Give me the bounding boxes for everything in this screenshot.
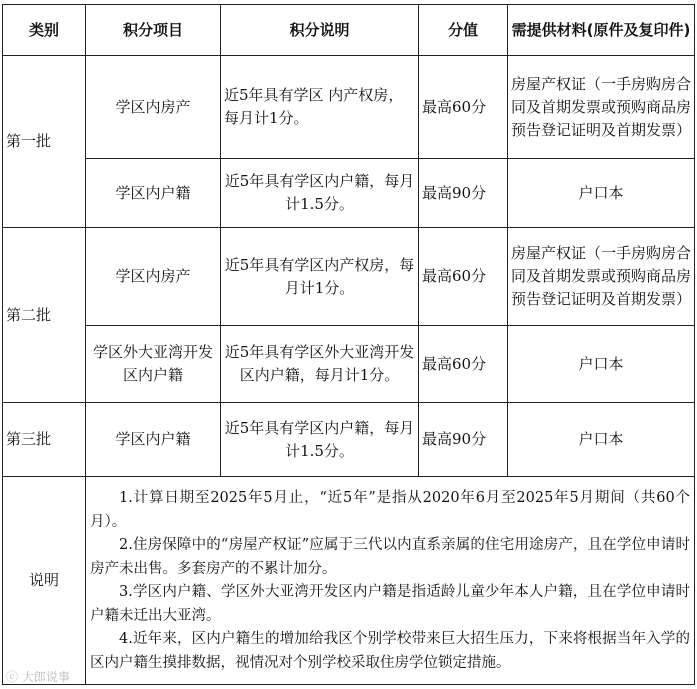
header-materials: 需提供材料(原件及复印件) bbox=[508, 5, 695, 56]
note-item: 1.计算日期至2025年5月止，“近5年”是指从2020年6月至2025年5月期间（共60个月）。 bbox=[90, 490, 690, 530]
item-cell: 学区内房产 bbox=[86, 228, 221, 326]
watermark bbox=[6, 668, 70, 685]
materials-cell: 户口本 bbox=[508, 403, 695, 477]
header-score: 分值 bbox=[419, 5, 508, 56]
points-table bbox=[2, 4, 695, 685]
watermark-text: 大郎说事 bbox=[21, 670, 70, 684]
watermark-logo-icon: ⓒ bbox=[6, 670, 19, 684]
description-cell: 近5年具有学区外大亚湾开发区内户籍，每月计1分。 bbox=[221, 326, 419, 403]
note-item: 2.住房保障中的“房屋产权证”应属于三代以内直系亲属的住宅用途房产，且在学位申请时房产未出售。多套房产的不累计加分。 bbox=[90, 537, 690, 577]
table-row bbox=[3, 403, 695, 477]
table-row bbox=[3, 228, 695, 326]
materials-cell: 户口本 bbox=[508, 326, 695, 403]
note-item: 3.学区内户籍、学区外大亚湾开发区内户籍是指适龄儿童少年本人户籍，且在学位申请时户籍未迁出大亚湾。 bbox=[90, 584, 690, 624]
description-cell: 近5年具有学区内户籍，每月计1.5分。 bbox=[221, 403, 419, 477]
score-cell: 最高60分 bbox=[419, 326, 508, 403]
header-category: 类别 bbox=[3, 5, 86, 56]
score-cell: 最高90分 bbox=[419, 159, 508, 228]
item-cell: 学区内户籍 bbox=[86, 159, 221, 228]
materials-cell: 房屋产权证（一手房购房合同及首期发票或预购商品房预告登记证明及首期发票） bbox=[508, 228, 695, 326]
header-item: 积分项目 bbox=[86, 5, 221, 56]
item-cell: 学区内房产 bbox=[86, 56, 221, 159]
score-cell: 最高90分 bbox=[419, 403, 508, 477]
materials-cell: 户口本 bbox=[508, 159, 695, 228]
notes-cell bbox=[86, 477, 695, 685]
header-row bbox=[3, 5, 695, 56]
notes-row bbox=[3, 477, 695, 685]
description-cell: 近5年具有学区内户籍，每月计1.5分。 bbox=[221, 159, 419, 228]
header-description: 积分说明 bbox=[221, 5, 419, 56]
notes-label: 说明 bbox=[3, 477, 86, 685]
score-cell: 最高60分 bbox=[419, 56, 508, 159]
batch-name: 第二批 bbox=[3, 228, 86, 403]
description-cell: 近5年具有学区内产权房，每月计1分。 bbox=[221, 228, 419, 326]
item-cell: 学区内户籍 bbox=[86, 403, 221, 477]
table-row bbox=[3, 326, 695, 403]
score-cell: 最高60分 bbox=[419, 228, 508, 326]
batch-name: 第一批 bbox=[3, 56, 86, 228]
description-cell: 近5年具有学区 内产权房，每月计1分。 bbox=[221, 56, 419, 159]
materials-cell: 房屋产权证（一手房购房合同及首期发票或预购商品房预告登记证明及首期发票） bbox=[508, 56, 695, 159]
batch-name: 第三批 bbox=[3, 403, 86, 477]
item-cell: 学区外大亚湾开发区内户籍 bbox=[86, 326, 221, 403]
table-row bbox=[3, 56, 695, 159]
note-item: 4.近年来，区内户籍生的增加给我区个别学校带来巨大招生压力，下来将根据当年入学的区内户籍生摸排数据，视情况对个别学校采取住房学位锁定措施。 bbox=[90, 631, 690, 671]
table-row bbox=[3, 159, 695, 228]
